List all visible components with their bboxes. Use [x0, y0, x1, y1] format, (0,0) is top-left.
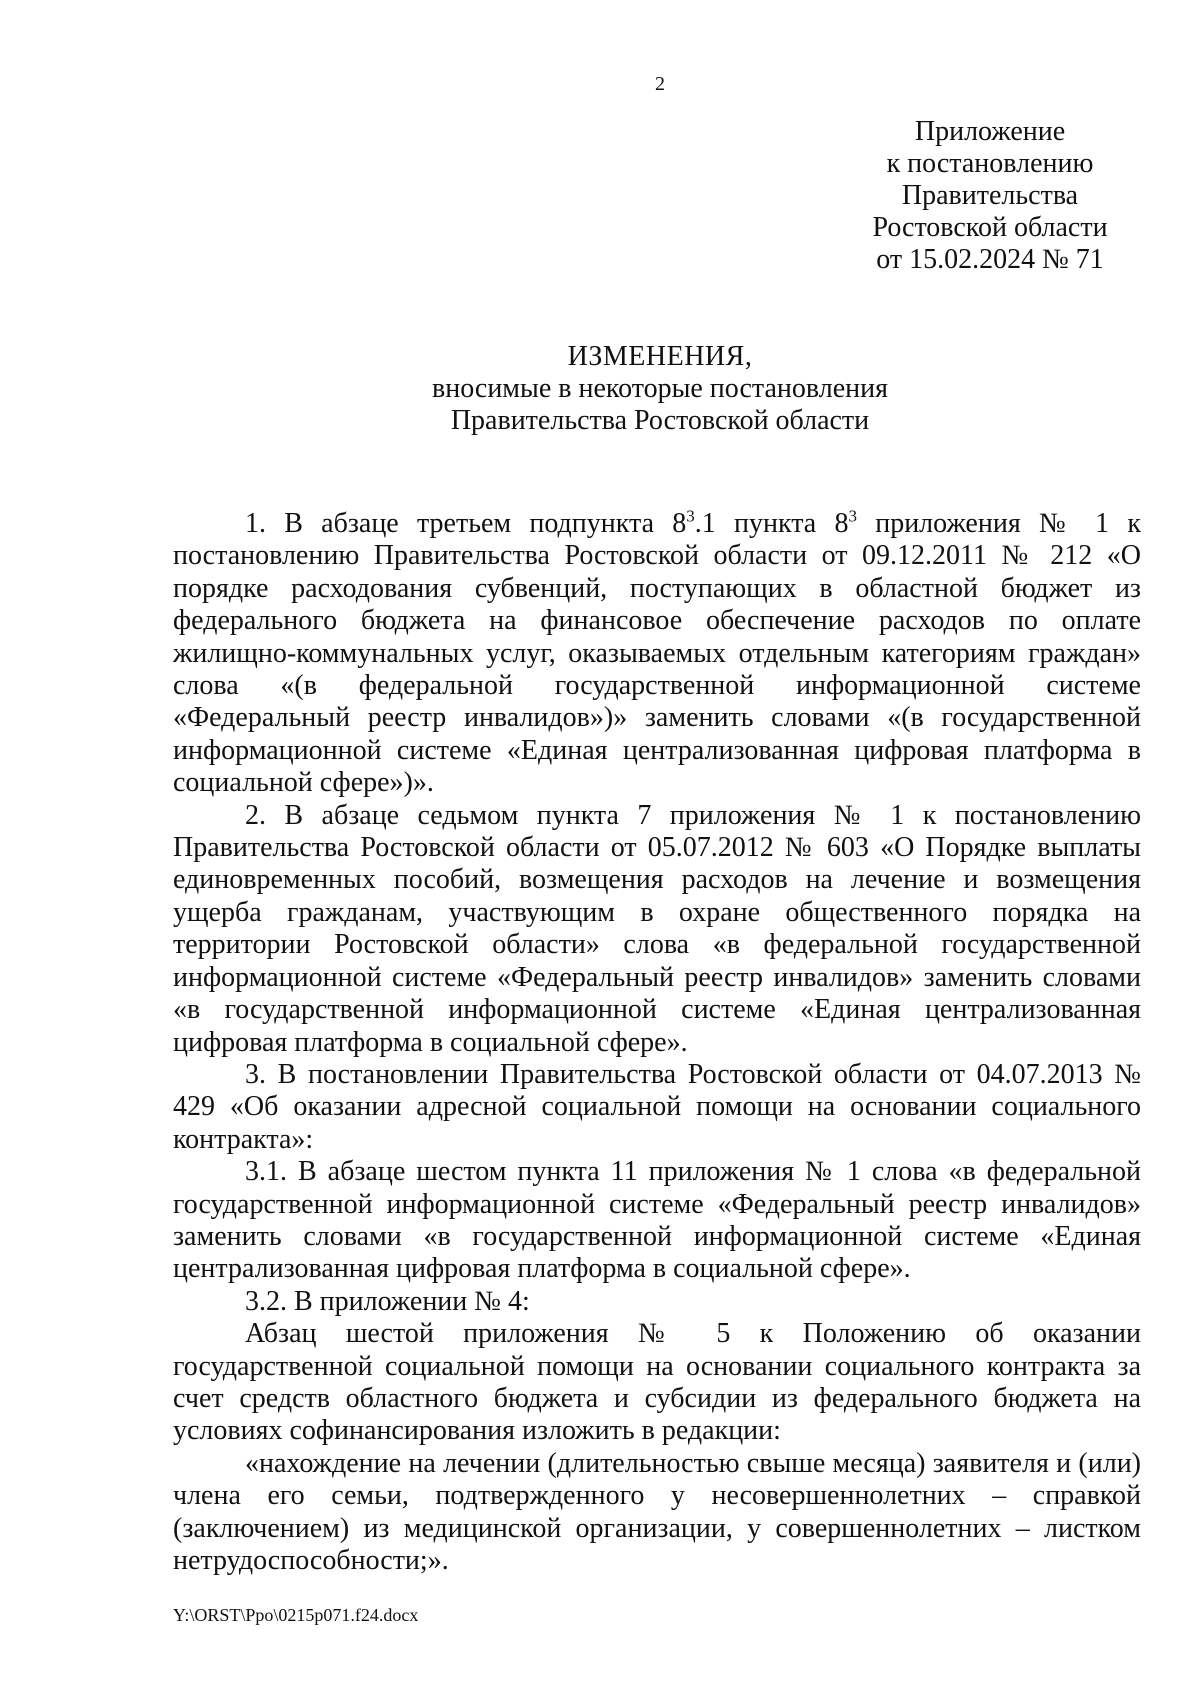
appendix-line: Ростовской области — [872, 212, 1108, 243]
superscript: 3 — [848, 506, 857, 526]
paragraph-3-1: 3.1. В абзаце шестом пункта 11 приложения № 1 слова «в федеральной государственной информационной системе «Федеральный реестр инвалидов» заменить словами «в государственной информационной системе «Единая централизованная цифровая платформа в социальной сфере». — [173, 1156, 1141, 1285]
document-body — [173, 508, 1141, 1577]
appendix-date: от 15.02.2024 № 71 — [876, 244, 1104, 275]
paragraph-3-2-quote: «нахождение на лечении (длительностью свыше месяца) заявителя и (или) члена его семьи, подтвержденного у несовершеннолетних – справкой (заключением) из медицинской организации, у совершеннолетних – листком нетрудоспособности;». — [173, 1447, 1141, 1576]
appendix-line: Правительства — [901, 180, 1079, 211]
paragraph-3-2: 3.2. В приложении № 4: — [245, 1285, 530, 1317]
paragraph-3-2-text: Абзац шестой приложения № 5 к Положению об оказании государственной социальной помощи на основании социального контракта за счет средств областного бюджета и субсидии из федерального бюджета на условиях софинансирования изложить в редакции: — [173, 1318, 1141, 1447]
paragraph-1-text: 1. В абзаце третьем подпункта 8 — [245, 508, 687, 539]
page-number: 2 — [655, 73, 665, 95]
heading-title: ИЗМЕНЕНИЯ, — [567, 341, 753, 372]
paragraph-3: 3. В постановлении Правительства Ростовской области от 04.07.2013 № 429 «Об оказании адресной социальной помощи на основании социального контракта»: — [173, 1058, 1141, 1155]
footer-file-path: Y:\ORST\Ppo\0215p071.f24.docx — [173, 1605, 419, 1625]
document-heading — [300, 341, 1020, 437]
appendix-block — [840, 116, 1140, 276]
heading-subtitle: Правительства Ростовской области — [450, 405, 870, 436]
superscript: 3 — [686, 506, 695, 526]
paragraph-2: 2. В абзаце седьмом пункта 7 приложения № 1 к постановлению Правительства Ростовской области от 05.07.2012 № 603 «О Порядке выплаты единовременных пособий, возмещения расходов на лечение и возмещения ущерба гражданам, участвующим в охране общественного порядка на территории Ростовской области» слова «в федеральной государственной информационной системе «Федеральный реестр инвалидов» заменить словами «в государственной информационной системе «Единая централизованная цифровая платформа в социальной сфере». — [173, 799, 1141, 1058]
heading-subtitle: вносимые в некоторые постановления — [431, 373, 889, 404]
paragraph-1-text: .1 пункта 8 — [694, 508, 849, 539]
paragraph-1-text: приложения № 1 к постановлению Правительства Ростовской области от 09.12.2011 № 212 «О порядке расходования субвенций, поступающих в областной бюджет из федерального бюджета на финансовое обеспечение расходов по оплате жилищно-коммунальных услуг, оказываемых отдельным категориям граждан» слова «(в федеральной государственной информационной системе «Федеральный реестр инвалидов»)» заменить словами «(в государственной информационной системе «Единая централизованная цифровая платформа в социальной сфере»)». — [173, 508, 1141, 799]
appendix-line: Приложение — [914, 116, 1066, 147]
paragraph-1 — [173, 508, 1141, 800]
appendix-line: к постановлению — [886, 148, 1094, 179]
